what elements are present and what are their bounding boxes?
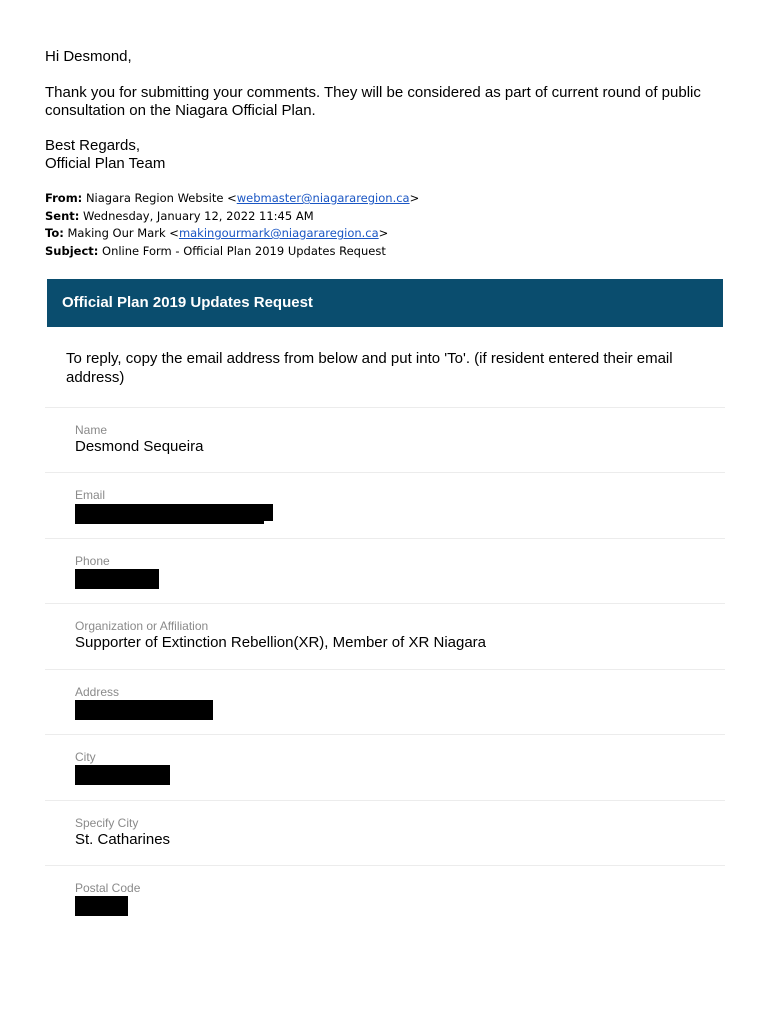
from-end: > bbox=[409, 191, 420, 205]
greeting: Hi Desmond, bbox=[45, 48, 132, 65]
field-label: Postal Code bbox=[75, 881, 141, 895]
sent-label: Sent: bbox=[45, 208, 80, 223]
field-value: St. Catharines bbox=[75, 831, 171, 848]
field-label: Address bbox=[75, 685, 120, 699]
letter-body: Thank you for submitting your comments. They will be considered as part of current round of public consultation on the Niagara Official Plan. bbox=[45, 84, 701, 119]
subject-value: Online Form - Official Plan 2019 Updates Request bbox=[102, 243, 386, 258]
field-label: Organization or Affiliation bbox=[75, 619, 209, 633]
signature: Official Plan Team bbox=[45, 155, 166, 172]
email-header bbox=[45, 190, 419, 260]
field-email bbox=[45, 472, 725, 538]
field-postal-code bbox=[45, 865, 725, 931]
field-name bbox=[45, 407, 725, 473]
redaction-block bbox=[264, 504, 273, 521]
redaction-block bbox=[75, 700, 213, 720]
form-title: Official Plan 2019 Updates Request bbox=[62, 294, 313, 311]
from-label: From: bbox=[45, 191, 83, 205]
to-label: To: bbox=[45, 226, 64, 240]
redaction-block bbox=[75, 504, 264, 524]
field-label: Phone bbox=[75, 554, 110, 568]
sent-line bbox=[45, 208, 419, 226]
to-line bbox=[45, 225, 419, 243]
subject-label: Subject: bbox=[45, 243, 99, 258]
redaction-block bbox=[75, 569, 159, 589]
field-address bbox=[45, 669, 725, 735]
field-organization bbox=[45, 603, 725, 669]
subject-line bbox=[45, 243, 419, 261]
redaction-block bbox=[75, 896, 128, 916]
from-email-link[interactable]: webmaster@niagararegion.ca bbox=[236, 191, 410, 205]
to-email-link[interactable]: makingourmark@niagararegion.ca bbox=[178, 226, 379, 240]
to-name: Making Our Mark < bbox=[67, 226, 179, 240]
field-label: City bbox=[75, 750, 96, 764]
redaction-block bbox=[75, 765, 170, 785]
to-end: > bbox=[378, 226, 389, 240]
field-city bbox=[45, 734, 725, 800]
reply-instruction: To reply, copy the email address from below and put into 'To'. (if resident entered their email address) bbox=[66, 350, 673, 386]
closing: Best Regards, bbox=[45, 137, 141, 154]
field-value: Supporter of Extinction Rebellion(XR), Member of XR Niagara bbox=[75, 634, 487, 651]
form-banner bbox=[47, 279, 723, 327]
from-line bbox=[45, 190, 419, 208]
field-value: Desmond Sequeira bbox=[75, 438, 204, 455]
field-label: Specify City bbox=[75, 816, 139, 830]
sent-value: Wednesday, January 12, 2022 11:45 AM bbox=[83, 208, 314, 223]
field-label: Email bbox=[75, 488, 106, 502]
from-name: Niagara Region Website < bbox=[85, 191, 237, 205]
field-specify-city bbox=[45, 800, 725, 866]
field-label: Name bbox=[75, 423, 108, 437]
field-phone bbox=[45, 538, 725, 604]
